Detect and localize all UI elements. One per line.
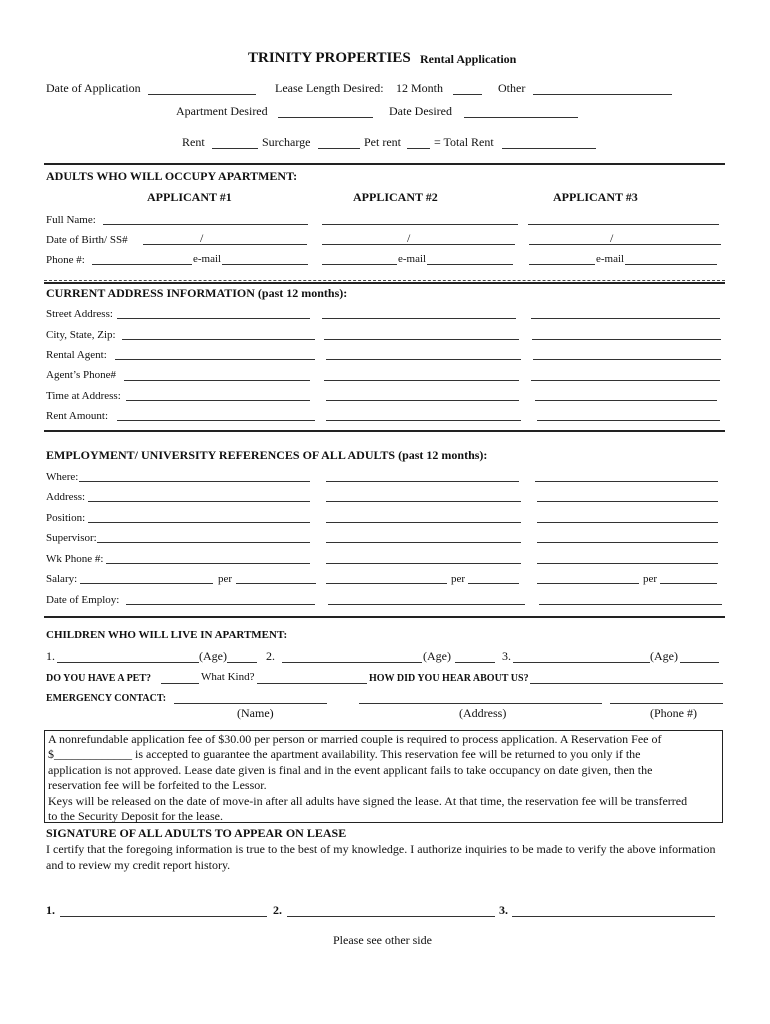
employer-address-field-2[interactable] (326, 501, 521, 502)
salary-per-field-3[interactable] (660, 583, 717, 584)
hear-about-us-label: HOW DID YOU HEAR ABOUT US? (369, 673, 529, 684)
full-name-field-2[interactable] (322, 224, 518, 225)
child-1-number: 1. (46, 649, 55, 663)
rent-amount-field-2[interactable] (326, 420, 521, 421)
signature-2-field[interactable] (287, 916, 495, 917)
child-3-age-label: (Age) (650, 649, 678, 663)
agents-phone-field-1[interactable] (124, 380, 310, 381)
salary-label: Salary: (46, 573, 78, 585)
phone-label: Phone #: (46, 254, 85, 266)
dob-ss-field-3[interactable] (529, 244, 721, 245)
wk-phone-label: Wk Phone #: (46, 553, 104, 565)
salary-per-label-3: per (643, 573, 658, 585)
rent-amount-field-1[interactable] (117, 420, 315, 421)
see-other-side-note: Please see other side (333, 933, 432, 947)
rent-label: Rent (182, 135, 205, 149)
rental-agent-field-2[interactable] (326, 359, 521, 360)
agents-phone-label: Agent’s Phone# (46, 369, 116, 381)
emergency-phone-caption: (Phone #) (650, 706, 697, 720)
wk-phone-field-1[interactable] (106, 563, 310, 564)
section-divider (44, 430, 725, 432)
supervisor-field-2[interactable] (326, 542, 521, 543)
time-at-address-field-2[interactable] (326, 400, 519, 401)
section-divider (44, 282, 725, 284)
child-2-name-field[interactable] (282, 662, 422, 663)
dob-ss-field-1[interactable] (143, 244, 307, 245)
total-rent-field[interactable] (502, 148, 596, 149)
time-at-address-label: Time at Address: (46, 390, 121, 402)
agents-phone-field-3[interactable] (531, 380, 720, 381)
street-address-label: Street Address: (46, 308, 113, 320)
emergency-name-caption: (Name) (237, 706, 274, 720)
date-of-employ-field-3[interactable] (539, 604, 722, 605)
street-address-field-1[interactable] (117, 318, 310, 319)
certification-text: I certify that the foregoing information is true to the best of my knowledge. I authorize inquiries to be made to verify the above information and to review my credit report history. (46, 842, 716, 872)
wk-phone-field-2[interactable] (326, 563, 521, 564)
salary-per-label-2: per (451, 573, 466, 585)
notice-line: A nonrefundable application fee of $30.00 per person or married couple is required to process application. A Reservation Fee of (48, 732, 662, 746)
rental-agent-field-3[interactable] (533, 359, 721, 360)
surcharge-label: Surcharge (262, 135, 311, 149)
email-label-3: e-mail (596, 253, 625, 265)
salary-per-field-1[interactable] (236, 583, 316, 584)
salary-field-1[interactable] (80, 583, 213, 584)
section-divider (44, 163, 725, 165)
section-divider (44, 280, 725, 281)
notice-line: Keys will be released on the date of move-in after all adults have signed the lease. At that time, the reservation fee will be transferred (48, 793, 688, 808)
full-name-field-3[interactable] (528, 224, 719, 225)
email-label-2: e-mail (398, 253, 427, 265)
applicant-1-header: APPLICANT #1 (147, 190, 232, 204)
apartment-desired-field[interactable] (278, 117, 373, 118)
emergency-phone-field[interactable] (610, 703, 723, 704)
what-kind-label: What Kind? (201, 671, 255, 683)
rent-amount-label: Rent Amount: (46, 410, 109, 422)
where-field-2[interactable] (326, 481, 519, 482)
fee-notice-box (44, 730, 723, 823)
notice-line: reservation fee will be forfeited to the Lessor. (48, 778, 267, 793)
children-heading: CHILDREN WHO WILL LIVE IN APARTMENT: (46, 629, 288, 641)
salary-per-label-1: per (218, 573, 233, 585)
form-subtitle: Rental Application (420, 52, 517, 66)
full-name-label: Full Name: (46, 214, 96, 226)
rental-agent-label: Rental Agent: (46, 349, 107, 361)
pet-question-label: DO YOU HAVE A PET? (46, 673, 152, 684)
city-state-zip-field-1[interactable] (122, 339, 315, 340)
date-of-employ-field-1[interactable] (126, 604, 315, 605)
salary-field-2[interactable] (326, 583, 447, 584)
where-field-1[interactable] (79, 481, 310, 482)
form-title: TRINITY PROPERTIES (248, 50, 411, 66)
date-of-employ-field-2[interactable] (328, 604, 525, 605)
signature-3-field[interactable] (512, 916, 715, 917)
adults-heading: ADULTS WHO WILL OCCUPY APARTMENT: (46, 169, 298, 183)
pet-rent-field[interactable] (407, 148, 430, 149)
rental-agent-field-1[interactable] (115, 359, 315, 360)
surcharge-field[interactable] (318, 148, 360, 149)
where-label: Where: (46, 471, 79, 483)
emergency-contact-label: EMERGENCY CONTACT: (46, 693, 167, 704)
employer-address-field-3[interactable] (537, 501, 718, 502)
signature-heading: SIGNATURE OF ALL ADULTS TO APPEAR ON LEASE (46, 826, 347, 840)
child-3-number: 3. (502, 649, 511, 663)
time-at-address-field-1[interactable] (126, 400, 310, 401)
applicant-3-header: APPLICANT #3 (553, 190, 638, 204)
lease-length-label: Lease Length Desired: (275, 81, 384, 95)
dob-slash-1: / (200, 231, 204, 245)
supervisor-field-3[interactable] (537, 542, 718, 543)
child-1-age-label: (Age) (199, 649, 227, 663)
emergency-name-field[interactable] (174, 703, 327, 704)
city-state-zip-field-2[interactable] (324, 339, 519, 340)
supervisor-label: Supervisor: (46, 532, 97, 544)
child-3-age-field[interactable] (680, 662, 719, 663)
dob-ss-field-2[interactable] (322, 244, 515, 245)
position-field-2[interactable] (326, 522, 521, 523)
pet-answer-field[interactable] (161, 683, 199, 684)
child-2-age-label: (Age) (423, 649, 451, 663)
apartment-desired-label: Apartment Desired (176, 104, 268, 118)
hear-about-us-field[interactable] (530, 683, 723, 684)
date-of-application-label: Date of Application (46, 81, 141, 95)
signature-1-field[interactable] (60, 916, 267, 917)
applicant-2-header: APPLICANT #2 (353, 190, 438, 204)
street-address-field-3[interactable] (531, 318, 720, 319)
section-divider (44, 616, 725, 618)
where-field-3[interactable] (535, 481, 718, 482)
date-of-application-field[interactable] (148, 94, 256, 95)
wk-phone-field-3[interactable] (537, 563, 718, 564)
signature-2-number: 2. (273, 903, 282, 917)
city-state-zip-field-3[interactable] (532, 339, 721, 340)
rent-amount-field-3[interactable] (537, 420, 720, 421)
total-rent-label: = Total Rent (434, 135, 494, 149)
full-name-field-1[interactable] (103, 224, 308, 225)
date-of-employ-label: Date of Employ: (46, 594, 120, 606)
street-address-field-2[interactable] (322, 318, 516, 319)
email-label-1: e-mail (193, 253, 222, 265)
agents-phone-field-2[interactable] (324, 380, 519, 381)
position-label: Position: (46, 512, 86, 524)
what-kind-field[interactable] (257, 683, 367, 684)
lease-other-label: Other (498, 81, 526, 95)
supervisor-field-1[interactable] (97, 542, 310, 543)
position-field-1[interactable] (88, 522, 310, 523)
address-heading: CURRENT ADDRESS INFORMATION (past 12 months): (46, 286, 348, 300)
employer-address-field-1[interactable] (88, 501, 310, 502)
time-at-address-field-3[interactable] (535, 400, 717, 401)
lease-12-month-label: 12 Month (396, 81, 444, 95)
child-2-age-field[interactable] (455, 662, 495, 663)
date-desired-field[interactable] (464, 117, 578, 118)
dob-slash-2: / (407, 231, 411, 245)
employer-address-label: Address: (46, 491, 86, 503)
signature-1-number: 1. (46, 903, 55, 917)
position-field-3[interactable] (537, 522, 718, 523)
notice-line: $_____________ is accepted to guarantee the apartment availability. This reservation fee will be returned to you only if the (48, 747, 641, 762)
dob-slash-3: / (610, 231, 614, 245)
lease-other-field[interactable] (533, 94, 672, 95)
notice-line: application is not approved. Lease date given is final and in the event applicant fails to take occupancy on date given, then the (48, 762, 653, 777)
child-2-number: 2. (266, 649, 275, 663)
salary-field-3[interactable] (537, 583, 639, 584)
emergency-address-field[interactable] (359, 703, 602, 704)
date-desired-label: Date Desired (389, 104, 452, 118)
pet-rent-label: Pet rent (364, 135, 401, 149)
notice-line: to the Security Deposit for the lease. (48, 809, 223, 824)
employment-heading: EMPLOYMENT/ UNIVERSITY REFERENCES OF ALL ADULTS (past 12 months): (46, 448, 488, 462)
signature-3-number: 3. (499, 903, 508, 917)
emergency-address-caption: (Address) (459, 706, 507, 720)
city-state-zip-label: City, State, Zip: (46, 329, 116, 341)
child-1-age-field[interactable] (227, 662, 257, 663)
child-1-name-field[interactable] (57, 662, 199, 663)
lease-12-month-field[interactable] (453, 94, 482, 95)
rent-field[interactable] (212, 148, 258, 149)
child-3-name-field[interactable] (513, 662, 650, 663)
dob-ss-label: Date of Birth/ SS# (46, 234, 128, 246)
salary-per-field-2[interactable] (468, 583, 519, 584)
